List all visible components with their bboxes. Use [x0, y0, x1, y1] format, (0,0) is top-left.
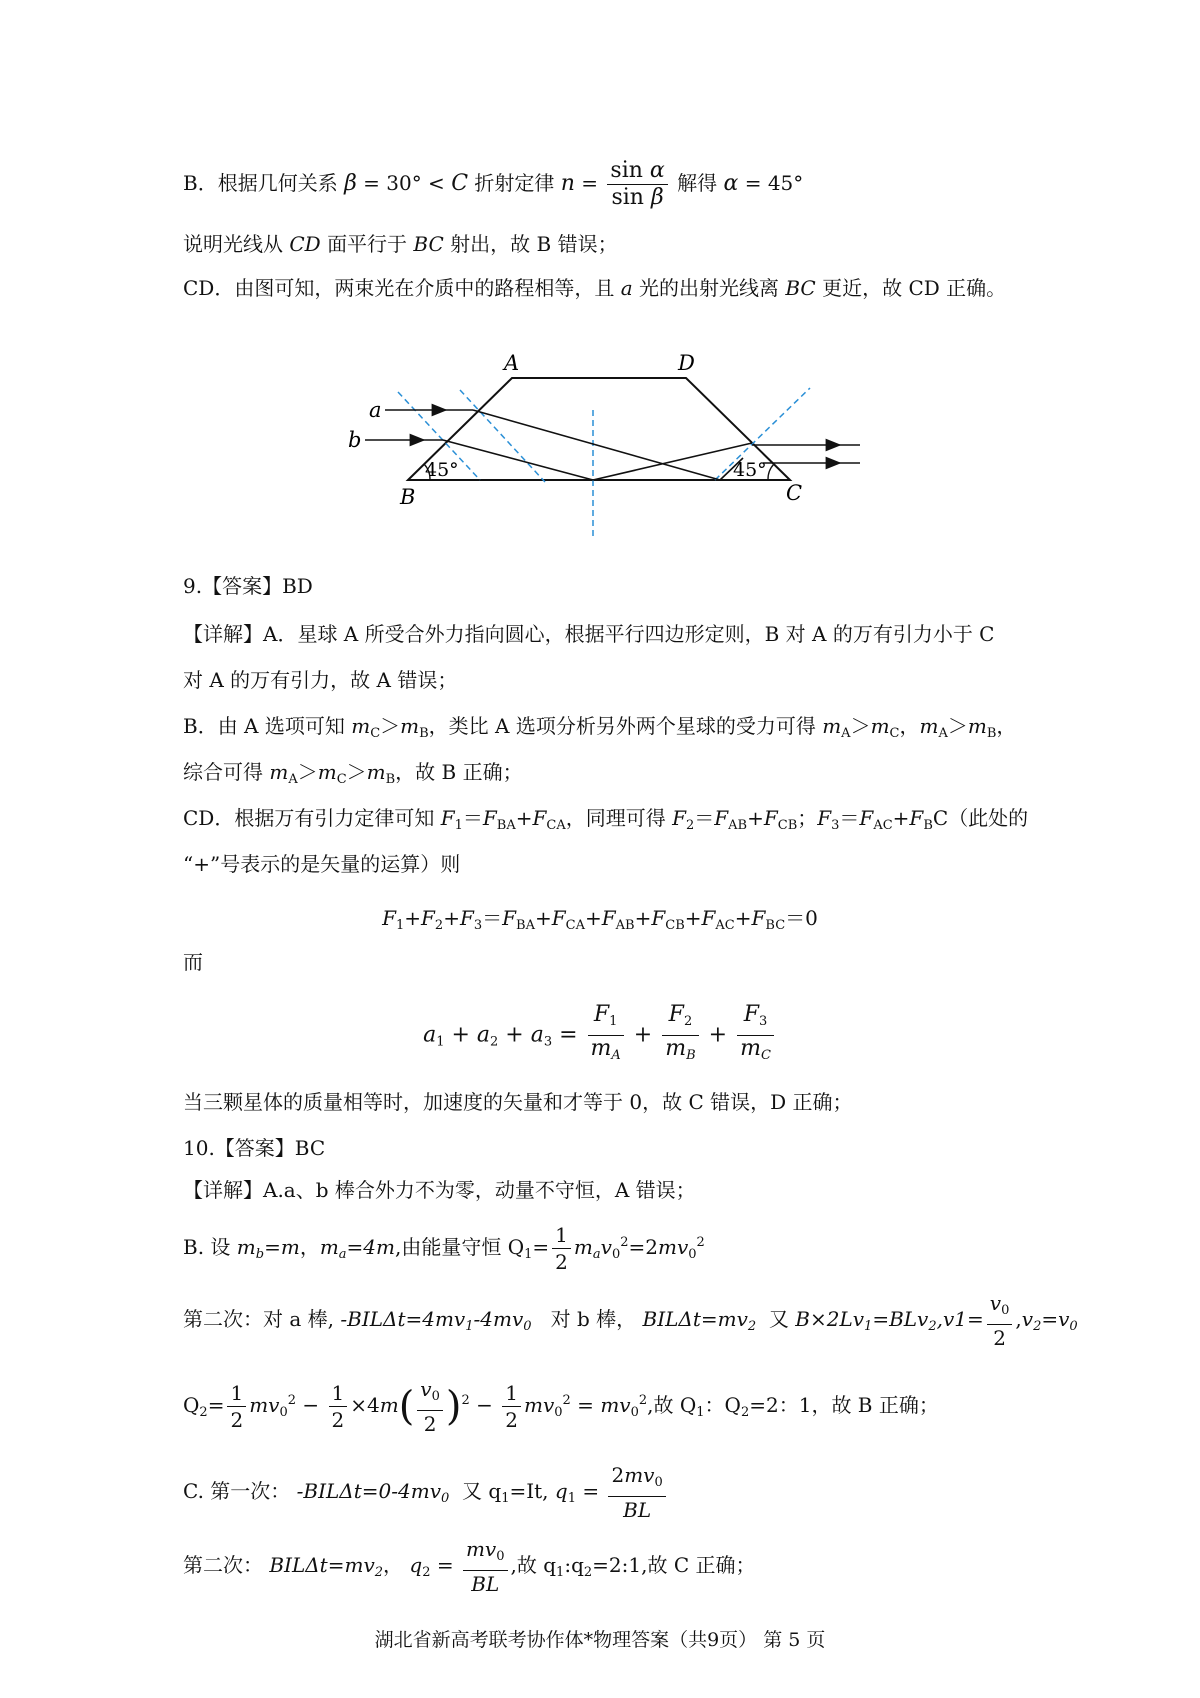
q10-c2-d: =2:1,故 C 正确； [592, 1553, 756, 1577]
q10-b-a: B. 设 [183, 1235, 231, 1259]
q9-cd-line2: “+”号表示的是矢量的运算）则 [183, 852, 461, 876]
q10-b-line: B. 设 $m_b=m$，$m_a=4m$,由能量守恒 $Q_1=$ $\frac{1}{2}$ $m_av_0^2=2mv_0^2$ [183, 1223, 705, 1274]
q9-cd1-b: ，同理可得 [565, 806, 666, 830]
label-vertex-A: A [504, 351, 520, 375]
q9-answer: 9.【答案】BD [183, 574, 313, 598]
q10-c2-a: 第二次： [183, 1553, 263, 1577]
text-line3-c: 更近，故 CD 正确。 [822, 276, 1007, 300]
text-b-solve: 解得 [677, 171, 718, 195]
q10-q2-ratio: Q [724, 1393, 741, 1417]
q10-detail: 【详解】A.a、b 棒合外力不为零，动量不守恒，A 错误； [183, 1178, 696, 1202]
q10-c-c: =It, [509, 1479, 549, 1503]
q9-b-line2: 综合可得 $m_A>m_C>m_B$，故 B 正确； [183, 760, 523, 787]
q10-second-a: 第二次：对 a 棒, [183, 1307, 334, 1331]
page-footer: 湖北省新高考联考协作体*物理答案（共9页） 第 5 页 [374, 1629, 826, 1651]
explain-line: 说明光线从 CD 面平行于 BC 射出，故 B 错误； [183, 232, 618, 256]
text-er: 而 [183, 950, 203, 974]
normal-line-left2 [460, 390, 545, 482]
label-vertex-D: D [678, 351, 695, 375]
q9-cd-line1: CD．根据万有引力定律可知 $F_1=F_{BA}+F_{CA}$，同理可得 $F_2=F_{AB}+F_{CB}$；$F_3=F_{AC}+F_BC$（此处的 [183, 806, 1029, 833]
q9-b1-a: B．由 A 选项可知 [183, 714, 345, 738]
q9-detail-2: 对 A 的万有引力，故 A 错误； [183, 668, 458, 692]
label-ray-b: b [348, 428, 362, 452]
text-line2-b: 面平行于 [327, 232, 408, 256]
q10-c-line1: C. 第一次： $-BIL\Delta t=0-4mv_0$ 又 $q_1=It$, $q_1$ = $\frac{2mv_0}{BL}$ [183, 1462, 669, 1523]
q10-second-b: 对 b 棒， [550, 1307, 637, 1331]
q9-detail-1: 【详解】A．星球 A 所受合外力指向圆心，根据平行四边形定则，B 对 A 的万有引力小于 C [183, 622, 995, 646]
cd-line: CD．由图可知，两束光在介质中的路程相等，且 a 光的出射光线离 BC 更近，故 CD 正确。 [183, 276, 1007, 300]
q10-second-line: 第二次：对 a 棒, $-BIL\Delta t=4mv_1-4mv_0$ 对 b 棒， $BIL\Delta t=mv_2$ 又 $B\times 2Lv_1=BLv_2,v1=$ $\frac{v_0}{2}$ $,v_2=v_0$ [183, 1291, 1078, 1350]
q9-b2-a: 综合可得 [183, 760, 263, 784]
option-b-line: B．根据几何关系 β = 30° < C 折射定律 n = $\frac{\text{sin α}}{\text{sin β}}$ 解得 α = 45° [183, 158, 804, 210]
text-line3-b: 光的出射光线离 [639, 276, 779, 300]
q10-c-line2: 第二次： $BIL\Delta t=mv_2$， $q_2$ = $\frac{mv_0}{BL}$ ,故 $q_1:q_2=2:1$,故 C 正确； [183, 1537, 756, 1596]
q9-b-line1: B．由 A 选项可知 $m_C>m_B$，类比 A 选项分析另外两个星球的受力可得 $m_A>m_C$，$m_A>m_B$， [183, 714, 1017, 741]
q10-b-b: ,由能量守恒 Q [395, 1235, 525, 1259]
label-angle-left: 45° [425, 459, 459, 481]
q9-b2-b: ，故 B 正确； [395, 760, 523, 784]
snell-fraction: $\frac{\text{sin α}}{\text{sin β}}$ [607, 158, 667, 211]
label-angle-right: 45° [733, 459, 767, 481]
ray-b-reflected [593, 443, 752, 480]
text-line2: 说明光线从 [183, 232, 283, 256]
q10-q2-line: $Q_2=$ $\frac{1}{2}$ $mv_0^2$ − $\frac{1}{2}$ ×4m( $\frac{v_0}{2}$ )$^2$ − $\frac{1}{2}$ $mv_0^2 = mv_0^2$,故 $Q_1$：$Q_2=2$：1，故 B 正确； [183, 1377, 939, 1436]
text-line3-a: CD．由图可知，两束光在介质中的路程相等，且 [183, 276, 615, 300]
prism-diagram [320, 342, 860, 542]
text-b-lead: B．根据几何关系 [183, 171, 338, 195]
q10-c-a: C. 第一次： [183, 1479, 291, 1503]
label-ray-a: a [369, 398, 382, 422]
label-vertex-C: C [786, 481, 803, 505]
text-line2-c: 射出，故 B 错误； [450, 232, 618, 256]
q9-cd1-c: （此处的 [948, 806, 1029, 830]
q10-second-c: 又 [768, 1307, 789, 1331]
q10-c2-b: ,故 q [510, 1553, 557, 1577]
q9-conclusion: 当三颗星体的质量相等时，加速度的矢量和才等于 0，故 C 错误，D 正确； [183, 1090, 853, 1114]
q10-c2-c: :q [564, 1553, 584, 1577]
force-sum-equation: $F_1+F_2+F_3=F_{BA}+F_{CA}+F_{AB}+F_{CB}+F_{AC}+F_{BC}=0$ [382, 906, 818, 933]
q10-q2-tail: ,故 Q [647, 1393, 697, 1417]
q10-answer: 10.【答案】BC [183, 1136, 326, 1160]
q10-c-b: 又 q [462, 1479, 502, 1503]
q10-q2-end: =2：1，故 B 正确； [749, 1393, 939, 1417]
q9-cd1-a: CD．根据万有引力定律可知 [183, 806, 435, 830]
text-b-mid: 折射定律 [474, 171, 555, 195]
q9-b1-b: ，类比 A 选项分析另外两个星球的受力可得 [428, 714, 816, 738]
label-vertex-B: B [400, 485, 416, 509]
ray-b-internal [443, 440, 593, 480]
acceleration-equation: $a_1 + a_2 + a_3$ = $\frac{F_1}{m_A}$ + $\frac{F_2}{m_B}$ + $\frac{F_3}{m_C}$ [0, 1002, 1200, 1069]
